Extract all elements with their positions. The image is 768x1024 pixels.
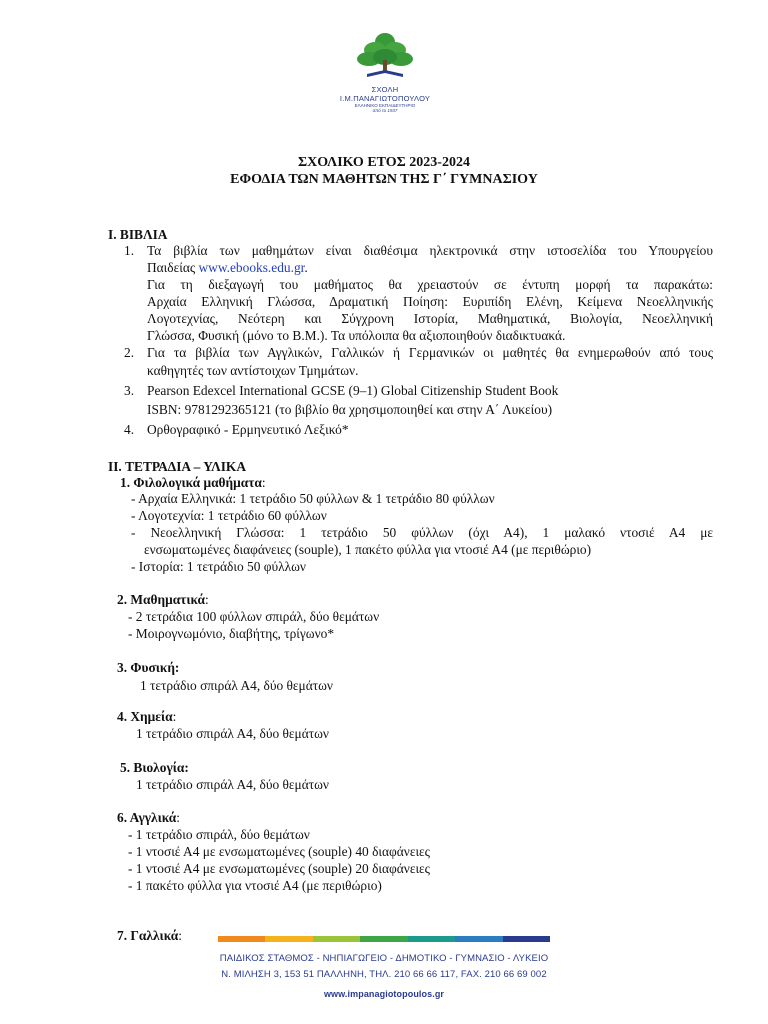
list-item: - 1 ντοσιέ Α4 με ενσωματωμένες (souple) 20 διαφάνειες	[128, 861, 430, 876]
subject-title: 6. Αγγλικά	[117, 810, 177, 825]
subject-heading: 5. Βιολογία:	[120, 760, 189, 775]
footer-bar-segment	[313, 936, 360, 942]
list-item: - Αρχαία Ελληνικά: 1 τετράδιο 50 φύλλων & 1 τετράδιο 80 φύλλων	[131, 491, 495, 506]
list-item: - 1 πακέτο φύλλα για ντοσιέ Α4 (με περιθώριο)	[128, 878, 382, 893]
school-logo	[330, 30, 440, 113]
list-item: 1 τετράδιο σπιράλ Α4, δύο θεμάτων	[136, 726, 329, 741]
paragraph-line: καθηγητές των αντίστοιχων Τμημάτων.	[147, 363, 359, 378]
list-item: 1 τετράδιο σπιράλ Α4, δύο θεμάτων	[136, 777, 329, 792]
logo-subtitle: ΕΛΛΗΝΙΚΟ ΕΚΠΑΙΔΕΥΤΗΡΙΟ	[354, 103, 416, 108]
list-item: - Μοιρογνωμόνιο, διαβήτης, τρίγωνο*	[128, 626, 335, 641]
footer-bar-segment	[360, 936, 407, 942]
paragraph-line: Ορθογραφικό - Ερμηνευτικό Λεξικό*	[147, 422, 349, 437]
list-item: - 1 τετράδιο σπιράλ, δύο θεμάτων	[128, 827, 310, 842]
footer-bar-segment	[265, 936, 312, 942]
logo-school-name: ΣΧΟΛΗ Ι.Μ.ΠΑΝΑΓΙΩΤΟΠΟΥΛΟΥ	[339, 85, 431, 103]
list-number: 2.	[124, 345, 135, 360]
paragraph-line: Αρχαία Ελληνική Γλώσσα, Δραματική Ποίηση: Ευριπίδη Ελένη, Κείμενα Νεοελληνικής	[147, 294, 713, 309]
page-title-year: ΣΧΟΛΙΚΟ ΕΤΟΣ 2023-2024	[298, 155, 470, 170]
section-materials-heading: II. ΤΕΤΡΑΔΙΑ – ΥΛΙΚΑ	[108, 459, 246, 474]
paragraph-line: Γλώσσα, Φυσική (μόνο το Β.Μ.). Τα υπόλοιπα θα αξιοποιηθούν διαδικτυακά.	[147, 328, 566, 343]
tree-icon	[353, 30, 417, 82]
subject-title: 1. Φιλολογικά μαθήματα	[120, 475, 262, 490]
list-item: - 1 ντοσιέ Α4 με ενσωματωμένες (souple) 40 διαφάνειες	[128, 844, 430, 859]
list-number: 4.	[124, 422, 135, 437]
list-item: 1 τετράδιο σπιράλ Α4, δύο θεμάτων	[140, 678, 333, 693]
subject-heading: 1. Φιλολογικά μαθήματα:	[120, 475, 266, 490]
footer-bar-segment	[408, 936, 455, 942]
list-item: - Ιστορία: 1 τετράδιο 50 φύλλων	[131, 559, 306, 574]
footer-bar-segment	[503, 936, 550, 942]
section-books-heading: I. ΒΙΒΛΙΑ	[108, 227, 168, 242]
list-item: - 2 τετράδια 100 φύλλων σπιράλ, δύο θεμάτων	[128, 609, 380, 624]
paragraph-line: ISBN: 9781292365121 (το βιβλίο θα χρησιμοποιηθεί και στην Α΄ Λυκείου)	[147, 402, 553, 417]
subject-heading: 6. Αγγλικά:	[117, 810, 180, 825]
text: Παιδείας	[147, 260, 199, 275]
footer-school-levels: ΠΑΙΔΙΚΟΣ ΣΤΑΘΜΟΣ - ΝΗΠΙΑΓΩΓΕΙΟ - ΔΗΜΟΤΙΚΟ - ΓΥΜΝΑΣΙΟ - ΛΥΚΕΙΟ	[219, 953, 549, 964]
subject-heading: 2. Μαθηματικά:	[117, 592, 209, 607]
subject-title: 2. Μαθηματικά	[117, 592, 206, 607]
subject-heading: 3. Φυσική:	[117, 660, 180, 675]
list-item: - Νεοελληνική Γλώσσα: 1 τετράδιο 50 φύλλων (όχι Α4), 1 μαλακό ντοσιέ Α4 με	[131, 525, 713, 540]
subject-heading: 7. Γαλλικά:	[117, 928, 182, 943]
text: .	[304, 260, 308, 275]
subject-title: 7. Γαλλικά	[117, 928, 179, 943]
subject-title: 4. Χημεία	[117, 709, 173, 724]
footer-color-bar	[218, 936, 550, 942]
page-title: ΕΦΟΔΙΑ ΤΩΝ ΜΑΘΗΤΩΝ ΤΗΣ Γ΄ ΓΥΜΝΑΣΙΟΥ	[230, 172, 538, 187]
list-item: - Λογοτεχνία: 1 τετράδιο 60 φύλλων	[131, 508, 327, 523]
footer-website-link[interactable]: www.impanagiotopoulos.gr	[323, 989, 445, 999]
paragraph-line: Για τη διεξαγωγή του μαθήματος θα χρειαστούν σε έντυπη μορφή τα παρακάτω:	[147, 277, 713, 292]
subject-heading: 4. Χημεία:	[117, 709, 177, 724]
paragraph-line: Pearson Edexcel International GCSE (9–1) Global Citizenship Student Book	[147, 383, 559, 398]
footer-bar-segment	[455, 936, 502, 942]
list-number: 1.	[124, 243, 135, 258]
paragraph-line: Τα βιβλία των μαθημάτων είναι διαθέσιμα ηλεκτρονικά στην ιστοσελίδα του Υπουργείου	[147, 243, 713, 258]
footer-bar-segment	[218, 936, 265, 942]
list-number: 3.	[124, 383, 135, 398]
ebooks-link[interactable]: www.ebooks.edu.gr	[198, 260, 305, 275]
logo-established: από το 1937	[372, 108, 398, 113]
footer-address: Ν. ΜΙΛΗΣΗ 3, 153 51 ΠΑΛΛΗΝΗ, ΤΗΛ. 210 66 66 117, FAX. 210 66 69 002	[221, 969, 547, 980]
paragraph-line: Λογοτεχνίας, Νεότερη και Σύγχρονη Ιστορία, Μαθηματικά, Βιολογία, Νεοελληνική	[147, 311, 713, 326]
paragraph-line: Για τα βιβλία των Αγγλικών, Γαλλικών ή Γερμανικών οι μαθητές θα ενημερωθούν από τους	[147, 345, 713, 360]
list-item: ενσωματωμένες διαφάνειες (souple), 1 πακέτο φύλλα για ντοσιέ Α4 (με περιθώριο)	[144, 542, 592, 557]
paragraph-line	[147, 259, 308, 276]
